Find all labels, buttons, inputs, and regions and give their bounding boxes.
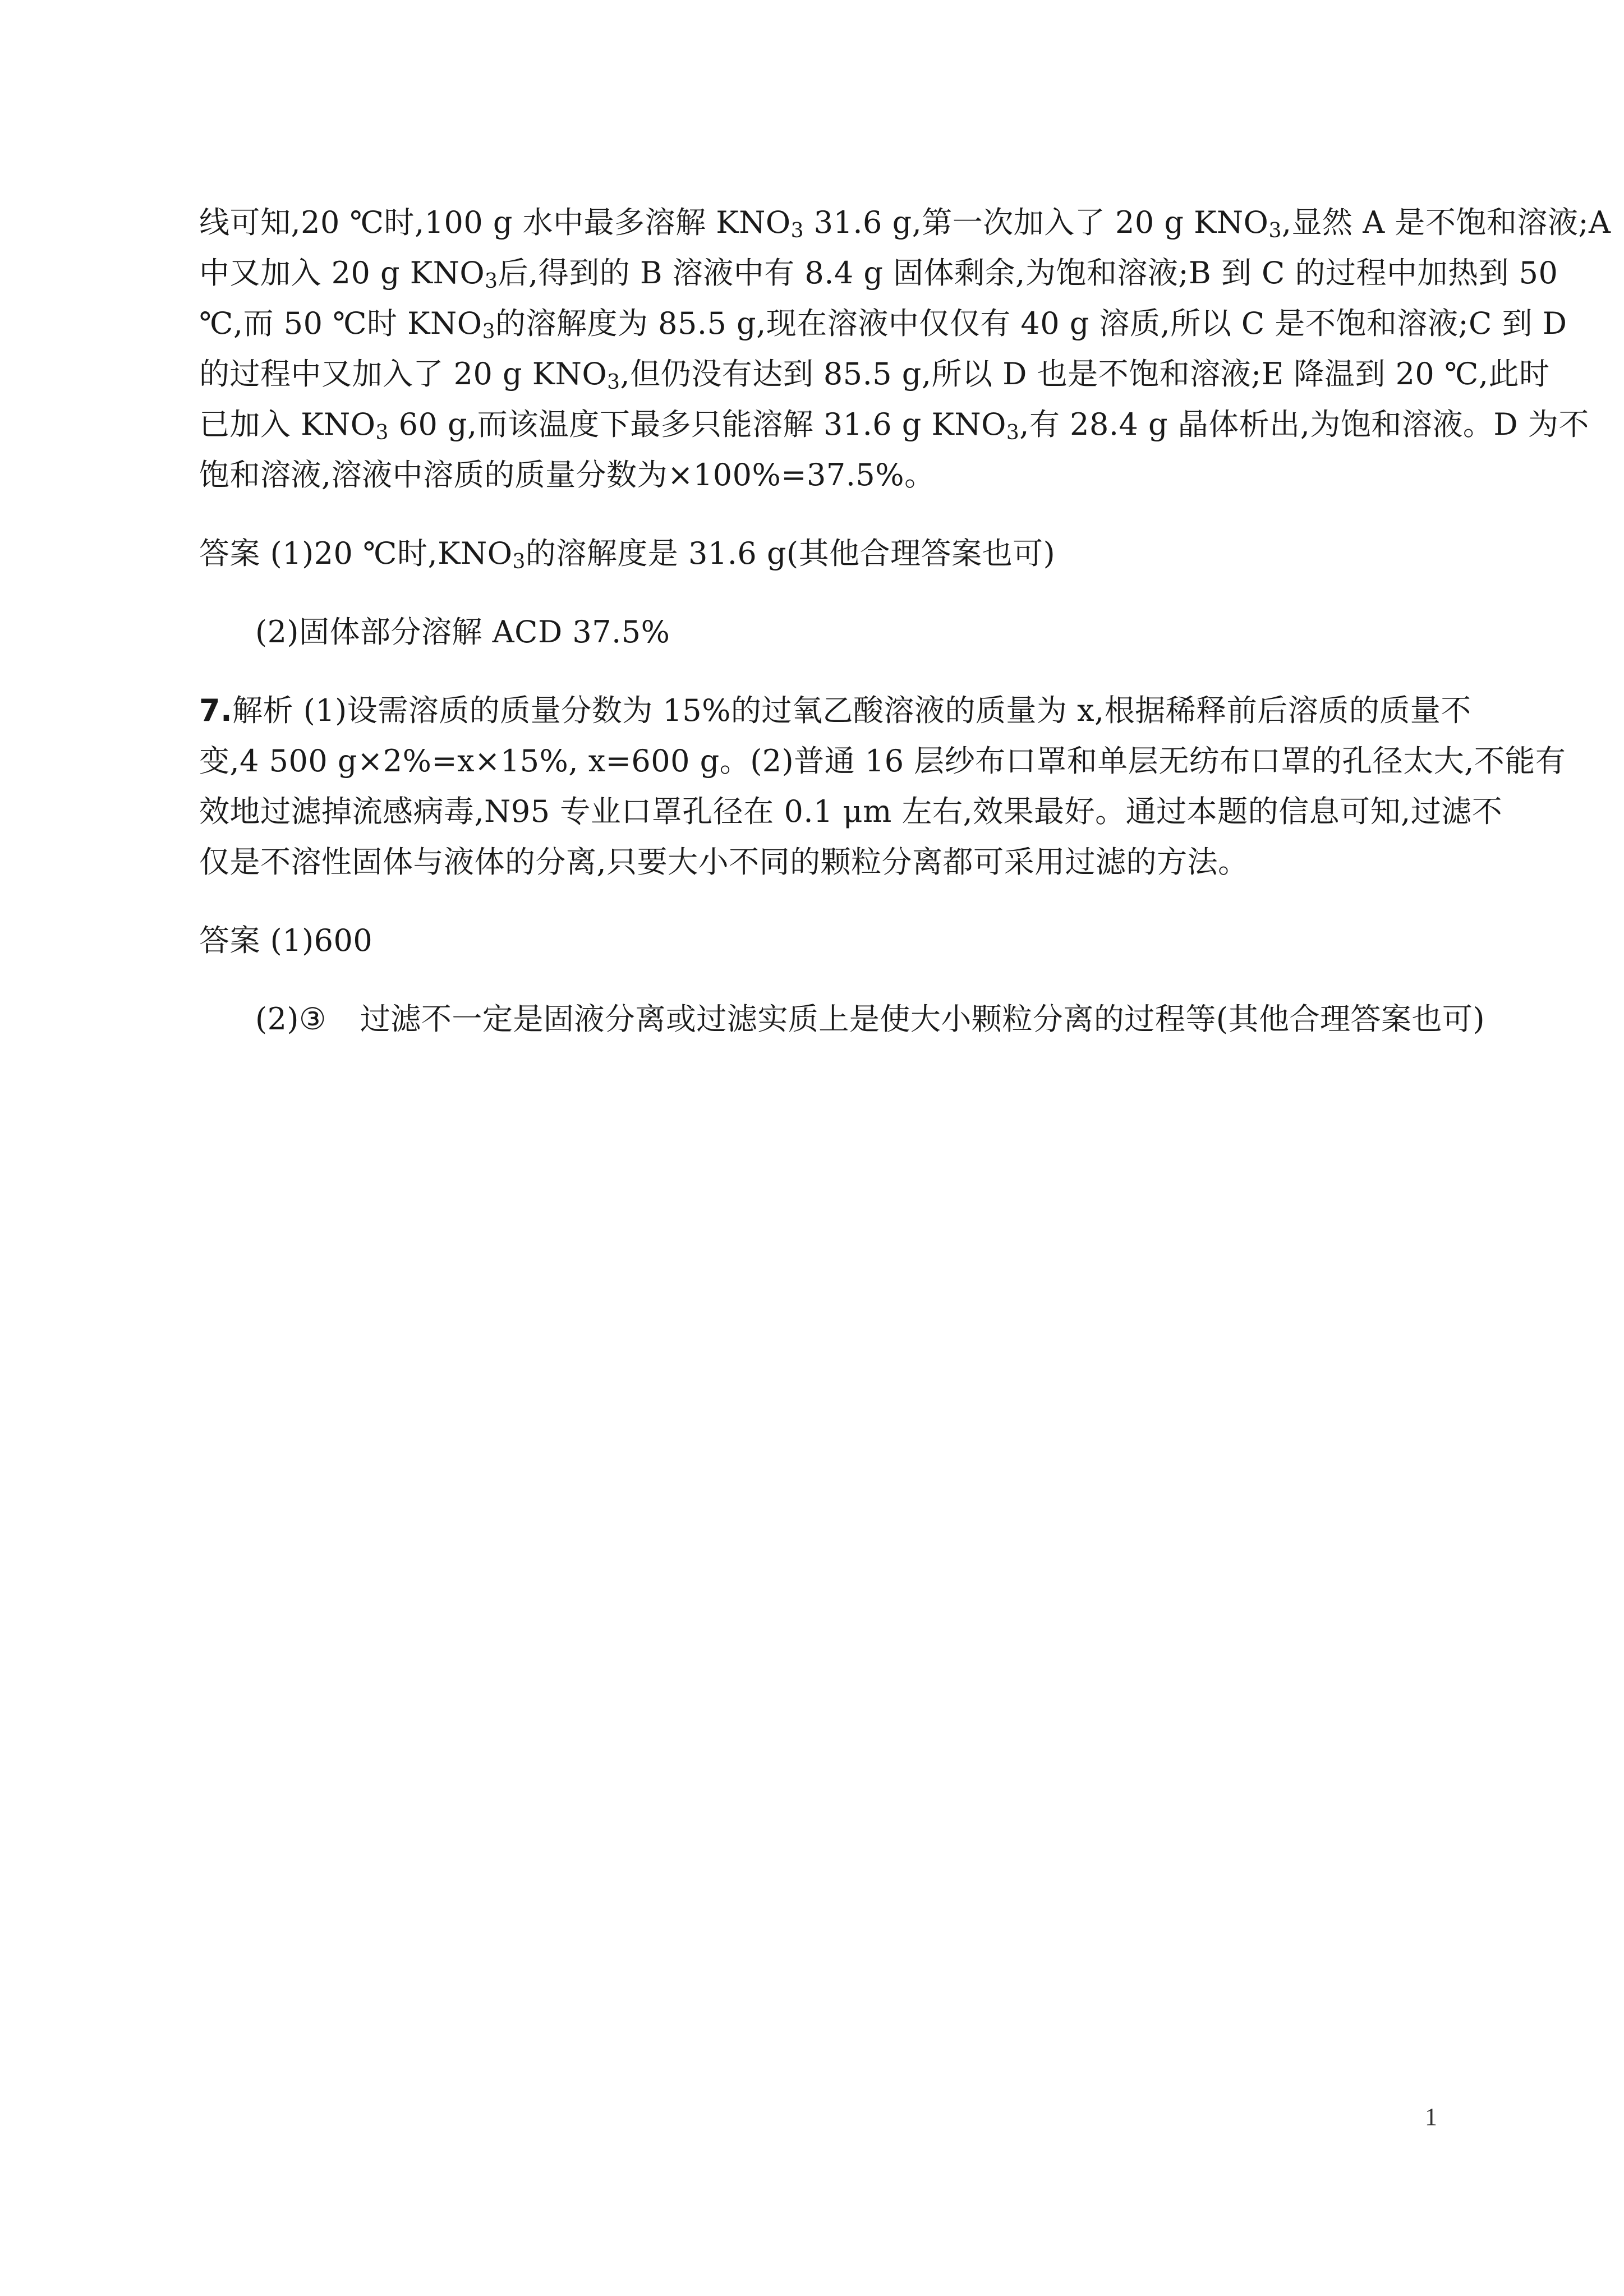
document-body	[199, 197, 1611, 1045]
answer-line: 答案 (1)20 ℃时$,KNO_3$的溶解度是 31.6 g(其他合理答案也可)	[199, 536, 1056, 573]
q6-explanation	[199, 197, 1611, 500]
answer-line: (2)③ 过滤不一定是固液分离或过滤实质上是使大小颗粒分离的过程等(其他合理答案也可)	[255, 1001, 1485, 1037]
page-number: 1	[1425, 2103, 1437, 2131]
q7-explanation	[199, 685, 1566, 887]
text-line: 的过程中又加入了 20 g $KNO_3$,但仍没有达到 85.5 g,所以 D 也是不饱和溶液;E 降温到 20 ℃,此时	[199, 356, 1550, 394]
q7-answer	[199, 915, 1485, 1045]
answer-line: 答案 (1)600	[199, 923, 373, 958]
text-line: 饱和溶液,溶液中溶质的质量分数为×100%=37.5%。	[199, 457, 935, 493]
text-line: 线可知,20 ℃时,100 g 水中最多溶解 $KNO_3$ 31.6 g,第一次加入了 20 g $KNO_3$,显然 A 是不饱和溶液;A	[199, 205, 1611, 242]
q6-answer	[199, 528, 1456, 657]
text-line: ℃,而 50 ℃时 $KNO_3$的溶解度为 85.5 g,现在溶液中仅仅有 40 g 溶质,所以 C 是不饱和溶液;C 到 D	[199, 306, 1567, 343]
text-line: 效地过滤掉流感病毒,N95 专业口罩孔径在 0.1 μm 左右,效果最好。通过本题的信息可知,过滤不	[199, 794, 1503, 829]
text-line: 变,4 500 g×2%=x×15%, x=600 g。(2)普通 16 层纱布口罩和单层无纺布口罩的孔径太大,不能有	[199, 743, 1566, 779]
text-line: 7.解析 (1)设需溶质的质量分数为 15%的过氧乙酸溶液的质量为 x,根据稀释前后溶质的质量不	[199, 693, 1471, 728]
text-line: 中又加入 20 g $KNO_3$后,得到的 B 溶液中有 8.4 g 固体剩余,为饱和溶液;B 到 C 的过程中加热到 50	[199, 255, 1558, 293]
text-line: 已加入 $KNO_3$ 60 g,而该温度下最多只能溶解 31.6 g $KNO_3$,有 28.4 g 晶体析出,为饱和溶液。D 为不	[199, 407, 1589, 444]
text-line: 仅是不溶性固体与液体的分离,只要大小不同的颗粒分离都可采用过滤的方法。	[199, 844, 1249, 880]
question-number: 7.	[199, 693, 233, 728]
answer-line: (2)固体部分溶解 ACD 37.5%	[255, 614, 670, 650]
